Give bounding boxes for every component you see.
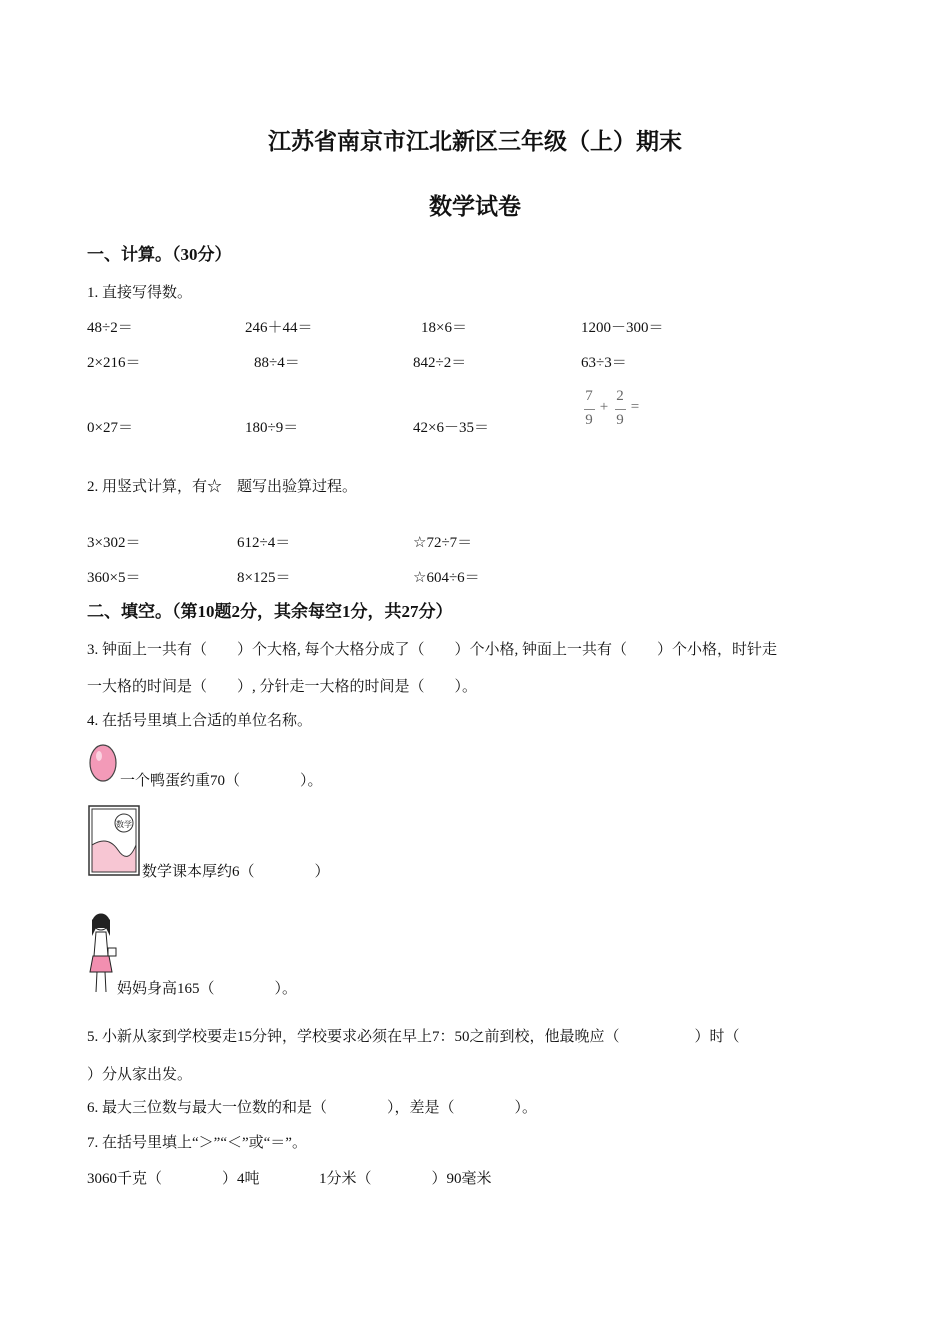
calc-item: 88÷4＝ <box>254 355 300 371</box>
q2-prompt: 2. 用竖式计算，有☆ 题写出验算过程。 <box>87 479 358 495</box>
q7-prompt: 7. 在括号里填上“＞”“＜”或“＝”。 <box>87 1135 307 1151</box>
fraction-bar <box>584 409 595 410</box>
calc-item: 18×6＝ <box>421 320 467 336</box>
equals-sign: = <box>630 399 640 415</box>
q3-line2: 一大格的时间是（ ）, 分针走一大格的时间是（ ）。 <box>87 679 478 695</box>
q4-book-text: 数学课本厚约6（ ） <box>142 864 330 880</box>
q5-line2: ）分从家出发。 <box>87 1067 193 1083</box>
vertical-calc-item: 3×302＝ <box>87 535 141 551</box>
q7-item-a: 3060千克（ ）4吨 <box>87 1171 260 1187</box>
calc-item: 180÷9＝ <box>245 420 299 436</box>
calc-item: 1200－300＝ <box>581 320 664 336</box>
q5-line1: 5. 小新从家到学校要走15分钟，学校要求必须在早上7：50之前到校，他最晚应（ ）时（ <box>87 1029 740 1045</box>
vertical-calc-item: 612÷4＝ <box>237 535 291 551</box>
q7-item-b: 1分米（ ）90毫米 <box>319 1171 492 1187</box>
math-textbook-image <box>88 805 142 877</box>
fraction-numerator: 2 <box>616 388 624 404</box>
calc-item: 246＋44＝ <box>245 320 313 336</box>
vertical-calc-item: ☆604÷6＝ <box>413 570 480 586</box>
calc-item: 2×216＝ <box>87 355 141 371</box>
duck-egg-image <box>88 744 120 784</box>
q4-mom-text: 妈妈身高165（ ）。 <box>117 981 298 997</box>
calc-item: 842÷2＝ <box>413 355 467 371</box>
plus-sign: + <box>599 399 609 415</box>
vertical-calc-item: 8×125＝ <box>237 570 291 586</box>
section2-heading: 二、填空。（第10题2分，其余每空1分，共27分） <box>87 602 453 621</box>
book-cover-text: 数学 <box>116 820 132 829</box>
q4-prompt: 4. 在括号里填上合适的单位名称。 <box>87 713 313 729</box>
q3-line1: 3. 钟面上一共有（ ）个大格, 每个大格分成了（ ）个小格, 钟面上一共有（ ）个小格，时针走 <box>87 642 778 658</box>
q4-egg-text: 一个鸭蛋约重70（ ）。 <box>120 773 323 789</box>
fraction-denominator: 9 <box>585 412 593 428</box>
calc-item: 48÷2＝ <box>87 320 133 336</box>
vertical-calc-item: ☆72÷7＝ <box>413 535 473 551</box>
calc-item: 0×27＝ <box>87 420 133 436</box>
q6-text: 6. 最大三位数与最大一位数的和是（ ），差是（ ）。 <box>87 1100 538 1116</box>
mother-image <box>86 910 118 998</box>
vertical-calc-item: 360×5＝ <box>87 570 141 586</box>
calc-item: 42×6－35＝ <box>413 420 489 436</box>
fraction-denominator: 9 <box>616 412 624 428</box>
section1-heading: 一、计算。（30分） <box>87 245 232 264</box>
calc-item: 63÷3＝ <box>581 355 627 371</box>
fraction-numerator: 7 <box>585 388 593 404</box>
q1-prompt: 1. 直接写得数。 <box>87 285 193 301</box>
fraction-bar <box>615 409 626 410</box>
title-line2: 数学试卷 <box>429 194 521 219</box>
title-line1: 江苏省南京市江北新区三年级（上）期末 <box>268 129 682 154</box>
